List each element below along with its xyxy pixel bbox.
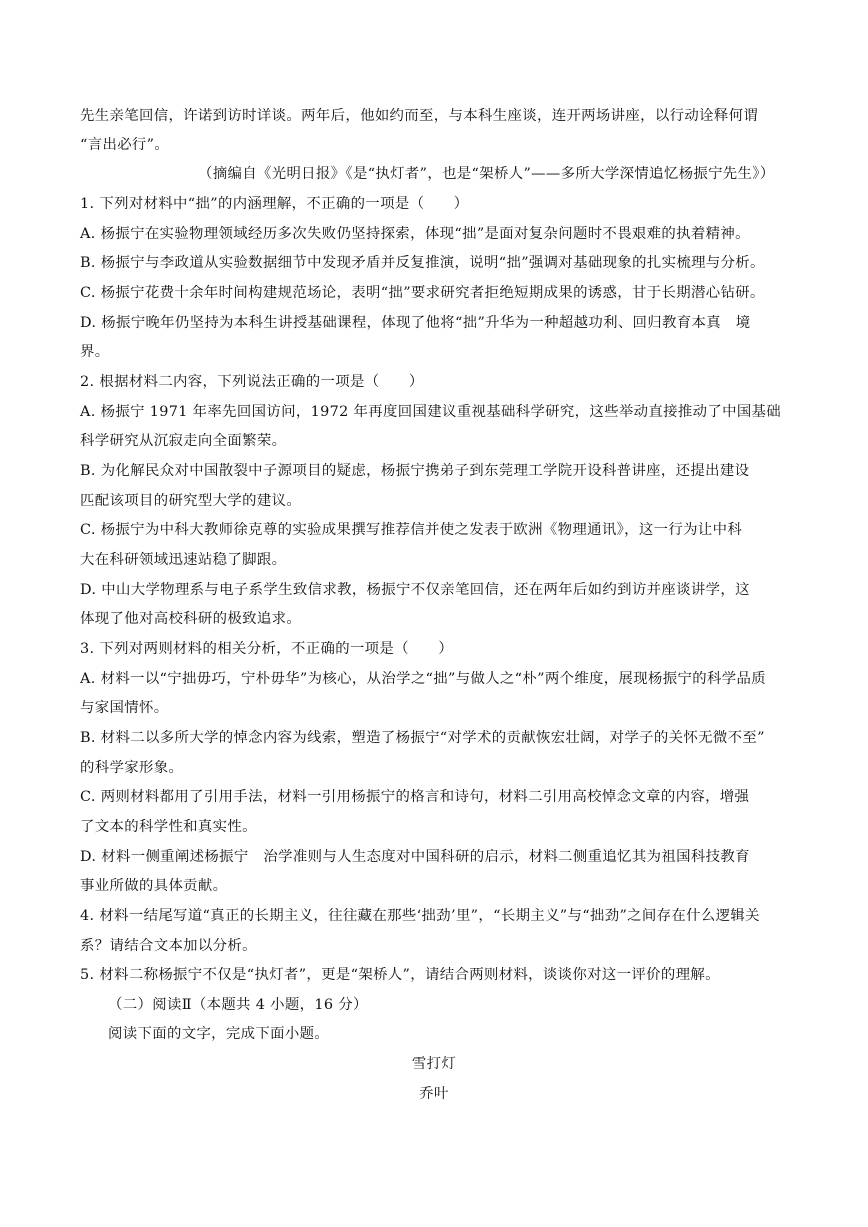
q2-option-b-cont: 匹配该项目的研究型大学的建议。 (80, 493, 302, 509)
question-5: 5. 材料二称杨振宁不仅是“执灯者”，更是“架桥人”，请结合两则材料，谈谈你对这一评价的理解。 (80, 967, 720, 983)
q2-option-b: B. 为化解民众对中国散裂中子源项目的疑虑，杨振宁携弟子到东莞理工学院开设科普讲座，还提出建设 (80, 463, 750, 479)
question-4-cont: 系？请结合文本加以分析。 (80, 938, 257, 954)
text-line: “言出必行”。 (80, 137, 170, 153)
q3-option-d: D. 材料一侧重阐述杨振宁 治学准则与人生态度对中国科研的启示，材料二侧重追忆其为祖国科技教育 (80, 849, 750, 865)
q3-option-b-cont: 的科学家形象。 (80, 760, 184, 776)
q3-option-c-cont: 了文本的科学性和真实性。 (80, 819, 257, 835)
q2-option-a-cont: 科学研究从沉寂走向全面繁荣。 (80, 433, 287, 449)
reading-instruction: 阅读下面的文字，完成下面小题。 (108, 1026, 330, 1042)
q3-option-a: A. 材料一以“宁拙毋巧，宁朴毋华”为核心，从治学之“拙”与做人之“朴”两个维度，展现杨振宁的科学品质 (80, 671, 766, 687)
question-4: 4. 材料一结尾写道“真正的长期主义，往往藏在那些‘拙劲’里”，“长期主义”与“拙劲”之间存在什么逻辑关 (80, 908, 760, 924)
question-2: 2. 根据材料二内容，下列说法正确的一项是（ ） (80, 374, 424, 390)
q2-option-c-cont: 大在科研领域迅速站稳了脚跟。 (80, 552, 287, 568)
q1-option-b: B. 杨振宁与李政道从实验数据细节中发现矛盾并反复推演，说明“拙”强调对基础现象的扎实梳理与分析。 (80, 255, 765, 271)
q1-option-c: C. 杨振宁花费十余年时间构建规范场论，表明“拙”要求研究者拒绝短期成果的诱惑，甘于长期潜心钻研。 (80, 285, 765, 301)
text-line: 先生亲笔回信，许诺到访时详谈。两年后，他如约而至，与本科生座谈，连开两场讲座，以行动诠释何谓 (80, 108, 759, 124)
q3-option-c: C. 两则材料都用了引用手法，材料一引用杨振宁的格言和诗句，材料二引用高校悼念文章的内容，增强 (80, 789, 750, 805)
article-author: 乔叶 (419, 1086, 449, 1102)
q3-option-a-cont: 与家国情怀。 (80, 700, 169, 716)
q3-option-d-cont: 事业所做的具体贡献。 (80, 878, 228, 894)
source-citation: （摘编自《光明日报》《是“执灯者”，也是“架桥人”——多所大学深情追忆杨振宁先生》） (198, 166, 775, 182)
q1-option-d-cont: 界。 (80, 344, 110, 360)
q3-option-b: B. 材料二以多所大学的悼念内容为线索，塑造了杨振宁“对学术的贡献恢宏壮阔，对学子的关怀无微不至” (80, 730, 765, 746)
q2-option-c: C. 杨振宁为中科大教师徐克尊的实验成果撰写推荐信并使之发表于欧洲《物理通讯》，这一行为让中科 (80, 522, 743, 538)
q2-option-d: D. 中山大学物理系与电子系学生致信求教，杨振宁不仅亲笔回信，还在两年后如约到访并座谈讲学，这 (80, 582, 750, 598)
q1-option-a: A. 杨振宁在实验物理领域经历多次失败仍坚持探索，体现“拙”是面对复杂问题时不畏艰难的执着精神。 (80, 226, 750, 242)
q2-option-d-cont: 体现了他对高校科研的极致追求。 (80, 611, 302, 627)
section-heading: （二）阅读Ⅱ（本题共 4 小题，16 分） (108, 997, 368, 1013)
q2-option-a: A. 杨振宁 1971 年率先回国访问，1972 年再度回国建议重视基础科学研究，这些举动直接推动了中国基础 (80, 404, 782, 420)
question-3: 3. 下列对两则材料的相关分析，不正确的一项是（ ） (80, 641, 454, 657)
question-1: 1. 下列对材料中“拙”的内涵理解，不正确的一项是（ ） (80, 196, 469, 212)
article-title: 雪打灯 (411, 1056, 457, 1072)
q1-option-d: D. 杨振宁晚年仍坚持为本科生讲授基础课程，体现了他将“拙”升华为一种超越功利、回归教育本真 境 (80, 315, 751, 331)
